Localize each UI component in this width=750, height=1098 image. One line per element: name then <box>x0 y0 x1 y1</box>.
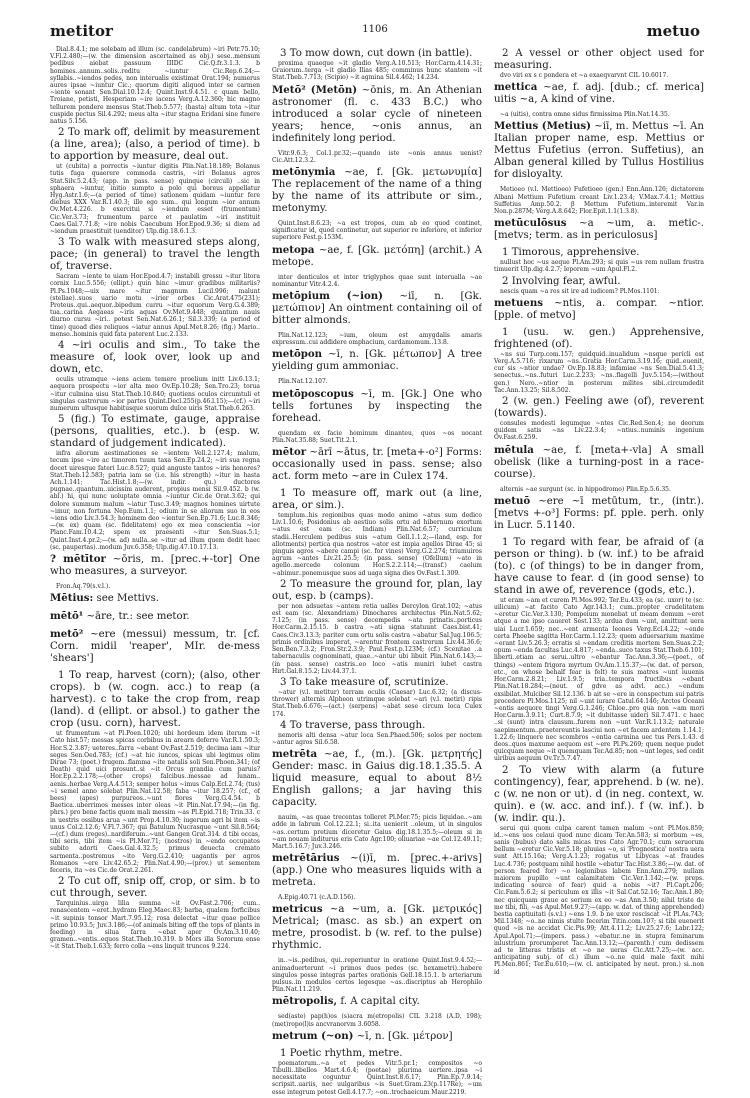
sense-definition: 1 Poetic rhythm, metre. <box>280 1047 403 1059</box>
left-running-headword: metitor <box>50 22 113 40</box>
citation-block: Tarquinius..uirga lilia summa ~it Ov.Fast.2.706; cum.. renascentem ~eret..hydram Eleg.Maec.83; barba, qualem forficibus ~it supinis tonsor Mart.7.95.12; rosa delectat ~itur quae pollice primo 10.93.5; Juv.3.186;—(of animals biting off the tops of plants in feeding) in silua farra ~ebat aper Ov.Am.3.10.40; gramen..~entis..equos Stat.Theb.10.319. b Mors illa Sororum ense ~it Stat.Theb.1.633; ferro colla ~ens linquit truncos 9.224. <box>50 900 260 951</box>
headword: metōposcopus <box>272 387 354 400</box>
headword: metrēta <box>272 748 318 761</box>
entry-definition: ~ntis, a. compar. ~ntior. [pple. of metvo] <box>494 297 704 321</box>
sense-definition: 1 (usu. w. gen.) Apprehensive, frightened (of). <box>494 326 704 350</box>
entry-definition: ~ī, n. [Gk. μέτωπον] A tree yielding gum ammoniac. <box>272 349 482 373</box>
column-left <box>50 46 260 1098</box>
entry-definition: ~ae, f. adj. [dub.; cf. merica] uitis ~a, A kind of vine. <box>494 82 704 106</box>
headword: ? mētītor <box>50 552 106 565</box>
citation-block: Plin.Nat.12.123; ~ium, oleum est amygdalis amaris expressum..cui addidere omphacium, cardamomum..13.8. <box>272 332 482 347</box>
sense-definition: 2 (w. gen.) Feeling awe (of), reverent (towards). <box>494 396 704 420</box>
citation-block: Vitr.9.6.3; Col.1.pr.32;—quando iste ~onis annus uenist? Cic.Att.12.3.2. <box>272 149 482 164</box>
headword: mettica <box>494 81 538 94</box>
citation-block: Fron.Aq.79(s.v.l.). <box>56 582 111 590</box>
sense-definition: 2 Involving fear, awful. <box>502 275 621 287</box>
citation-block: A.Epig.40.71 (c.A.D.156). <box>278 894 356 902</box>
entry-definition: ~ī, n. [Gk. μέτρον] <box>353 1030 453 1042</box>
citation-block: ~ns sui Turp.com.157; quidquid..inualidum ~nsque pericli est Verg.A.5.716; rixarum ~ns..Gratia Hor.Carm.3.19.16; quid..euenit, cur sis ~ntior undae? Ov.Ep.18.83; infamiae ~ns Sen.Dial.5.41.3; senectus..~ns..futuri Luc.2.233; ~ns..flagelli Juv.5.154;—(without gen.) Nero..~ntior in posterum milites sibi..circumdedit Tac.Ann.13.25; Sil.8.502. <box>494 350 704 394</box>
citation-block: ut frumentum ~at Pl.Poen.1020; ubi hordeum idem iterum ~it Cato hist.57; messas spicas corbibus in arearn deferre Var.R.1.50.3; Hor.S.2.3.87; ueteres..farra ~ebant Ov.Fast.2.519; decima iam ~itur seges Sen.Oed.783; (cf.) ~at hic iuncos, spicas ubi legimus olim Dirae 73; (poet.) frugem..flamma ~ite natalis soli Sen.Phoen.341; (of Death) quid uici prosunt..si ~it Orcus grandia cum paruis? Hor.Ep.2.2.178;—(other crops) falcibus..messae ad lunam.. aenis..herbae Verg.A.4.513; semper holus ~imus Calp.Ecl.2.74; (tus) ~i semel anno solebat Plin.Nat.12.58; faba ~itur 18.257; (cf., of bees) (apes) purpureos..~unt flores Verg.G.4.54. b Baetica..uberrimos messes inter oleas ~it Plin.Nat.17.94;—(in fig. phrs.) pro bene factis quom mali messim ~as Pl.Epid.718; Trin.33. c in uestris ossibus arua ~unt Prop.4.10.30; iugerum agri bi item ~is unus Col.2.12.6; V.Fl.7.367; qui Batulum Nucrasque ~unt Sil.8.564;—(cf.) dum (reges)..nardiferum..~unt Gangen Grat.314. d tibi occas, tibi seris, tibi item ~is Pl.Mer.71; (nostros) in ~endo occupatos subito adorti Caes.Gal.4.32.5; primus deuecta cremato sarmenta..postremus ~ito Verg.G.2.410; uagantis per agros Romanos ~ere Liv.42.65.2; Plin.Nat.4.90;—(prov.) ut sementem feceris, ita ~es Cic.de Orat.2.261. <box>50 730 260 875</box>
dictionary-entry-lemma <box>272 903 482 952</box>
headword: Mētius: <box>50 592 94 605</box>
entry-definition: see Mettivs. <box>93 593 160 605</box>
headword: mētula <box>494 443 534 456</box>
headword: metrum (~on) <box>272 1029 354 1042</box>
dictionary-entry-lemma <box>272 446 482 483</box>
sense-definition: 2 To measure the ground for, plan, lay out, esp. b (camps). <box>272 578 482 602</box>
entry-definition: ~āre, tr.: see metor. <box>83 611 190 623</box>
dictionary-entry-lemma <box>272 1030 482 1043</box>
sense-definition: 4 ~iri oculis and sim., To take the measure of, look over, look up and down, etc. <box>50 340 260 376</box>
dictionary-entry-lemma <box>50 553 260 578</box>
citation-block: consules modesti legumque ~ntes Cic.Red.Sen.4; ne deorum quidem satis ~ns Liv.22.3.4; ~ntius..numinis ingenium Ov.Fast.6.259. <box>494 420 704 442</box>
citation-block: poematorum..~a et pedes Vitr.5.pr.1; compositos ~o Tibulli..libellos Mart.4.6.4; (poetae) plurima uertere..ipsa ~i necessitate coguntur Quint.Inst.8.6.17; Plin.Ep.7.9.14; scripsit..uariis, nec uulgaribus ~is Suet.Gram.23(p.117Re); ~um esse integrum potest Gell.4.17.7; ~on..trochaeicum Maur.2219. <box>272 1059 482 1096</box>
headword: metricus <box>272 903 323 916</box>
entry-definition: ~a ~um, a. metic-. [metvs; term. as in periculosus] <box>494 218 704 242</box>
dictionary-entry-lemma <box>50 592 260 605</box>
dictionary-entry-lemma <box>494 297 704 322</box>
citation-block: Plin.Nat.12.107. <box>278 378 328 386</box>
headword: metopa <box>272 243 315 256</box>
citation-block: nullust hoc ~us aeque Pl.Am.293; si quis ~us rem nullam frustra timuerit Ulp.dig.4.2.7; leporem ~um Apul.Fl.2. <box>494 259 704 274</box>
citation-block: proxima quaeque ~it gladio Verg.A.10.513; Hor.Carm.4.14.31; Graiorum..terga ~it gladio Ilias 485; comminus hunc stantem ~it Stat.Theb.7.713; (Scipio) ~it agmina Sil.4.462; 14.234. <box>272 60 482 82</box>
sense-definition: 2 To mark off, delimit by measurement (a line, area); (also, a period of time). b to apportion by measure, deal out. <box>50 127 260 163</box>
citation-block: serui qui quom culpa carent tamen malum ~ont Pl.Mos.859; id..~ens uos celaui quod nunc dicam Ter.An.583; si morbum ~es, sanis (bubus) dato salis micas tres Cato Agr.70.1; cum seruorum bellum ~eretur Cic.Ver.5.18; pluuias ~o, si 'Prognostica' nostra uera sunt Att.15.16a; Verg.A.1.23; rogatus ut Libycas ~at fraudes Luc.4.736; postquam nihil hostile ~ebatur Tac.Hist.3.86;—(w. dat. of person feared for) ~o legionibus labem Enn.Ann.279; nullam maiorem pupillo ~unt calamitatem Cic.Ver.1.142;—(w. preps. indicating source of fear) quid a nobis ~it? Pl.Capt.206; Cic.Fam.5.6.2; si periculum ex illis ~it Sal.Cat.52.16; Tac.Ann.1.80; nec quicquam graue ac serium ex eo ~as Ann.3.50; nihil triste de me tibi, fili, ~as Apul.Met.9.27;—(app. w. dat. of thing apprehended) bestia captiuitati (s.v.l.) ~ens 1.9. b ne uxor resciscat ~it Pl.As.743; Mil.1348; ~o..ne nimis stulte fecerim Titin.com.107; si tibi euenerit quod ~is ne accidat Cic.Pis.99; Att.4.11.2; Liv.25.27.6; Labr.122; Apul.Apol.71;—(impers. pass.) ~ebatur..ne in stupra feminarum inlustrium prorumperet Tac.Ann.13.12;—(parenth.) cum dedissem ad te litteras tristis et ~o ne ueras Cic.Att.7.25;—(w. acc. anticipating subj. of cl.) illum ~o..ne quid male faxit mihi Pl.Men.861; Ter.Eu.610;—(w. cl. anticipated by neut. pron.) si..non id <box>494 824 704 976</box>
entry-definition: ~ae, f. [Gk. μετόπη] (archit.) A metope. <box>272 244 482 268</box>
dictionary-entry-lemma <box>272 166 482 215</box>
citation-block: nescis quam ~a res sit ire ad iudicem? Pl.Mos.1101. <box>500 287 660 295</box>
citation-block: Sacram ~iente te uiam Hor.Epod.4.7; instabili gressu ~itur litora cornix Luc.5.556; (ellipt.) quin hinc ~imur gradibus militariis? Pl.Ps.1048;—uix mare ~itur magnum Lucil.996; malunt (stellae)..suos uario motu ~irier orbes Cic.Arat.475(231); Proteus..qui..aequor..bipedum curru ~itur equorum Verg.G.4.389; tua..carina Aegaeas ~iris aquas Ov.Met.9.448; quantum nauis diurno cursu ~iri.. potest Sen.Nat.6.26.1; Sil.3.339; (a period of time) quoad dies reliquos ~iatur annus Apul.Met.8.26; (fig.) Mario.. menso..hominis quid fata paterent Luc.2.133. <box>50 273 260 338</box>
text-columns <box>50 46 705 1098</box>
citation-block: Quint.Inst.8.6.23; ~a est tropos, cum ab eo quod continet, significatur id, quod continetur, aut superior re inferiore, et inferior superiore Fest.p.153M. <box>272 220 482 242</box>
entry-definition: ~ere (messui) messum, tr. [cf. Corn. midil 'reaper', MIr. de-mess 'shears'] <box>50 629 260 665</box>
entry-definition: f. A capital city. <box>337 996 420 1008</box>
citation-block: alternis ~ae surgunt (sc. in hippodromo) Plin.Ep.5.6.35. <box>500 485 671 493</box>
sense-definition: 2 To view with alarm (a future contingency), fear, apprehend. b (w. ne). c (w. ne non or ut). d (in neg. context, w. quin). e (w. acc. and inf.). f (w. inf.). b (w. indir. qu.). <box>494 764 704 824</box>
citation-block: inter denticulos et inter triglyphos quae sunt interualla ~ae nominantur Vitr.4.2.4. <box>272 273 482 288</box>
citation-block: nauim, ~as quae trecentas tolleret Pl.Mer.75; picis liquidae..~am adde in labrum Col.12.22.1; si..ita uenierit ..oleum, ut in singulos ~as..certum pretium diceretur Gaius dig.18.1.35.5;—oleum si in ~am nouam inditurus eris Cato Agr.100; oliuariae ~ae Col.12.49.11; Mart.5.16.7; Juv.3.246. <box>272 814 482 850</box>
dictionary-entry-lemma <box>272 84 482 145</box>
citation-block: quendam ex facie hominum dinanteu, quos ~os uocant Plin.Nat.35.88; Suet.Tit.2.1. <box>272 429 482 444</box>
sense-definition: 3 To take measure of, scrutinize. <box>280 676 449 688</box>
dictionary-entry-lemma <box>272 748 482 809</box>
entry-definition: ~iī, n. [Gk. μετώπιον] An ointment containing oil of bitter almonds. <box>272 291 482 327</box>
headword: Metō² (Metōn) <box>272 83 358 96</box>
entry-definition: ~ōris, m. [prec.+-tor] One who measures, a surveyor. <box>50 553 260 577</box>
entry-definition: ~ōnis, m. An Athenian astronomer (fl. c. 433 B.C.) who introduced a solar cycle of nineteen years; hence, ~onis annus, an indefinitely long period. <box>272 84 482 144</box>
headword: metuō <box>494 494 531 507</box>
dictionary-entry-lemma <box>494 120 704 181</box>
dictionary-entry-lemma <box>494 81 704 106</box>
page-header <box>50 22 700 42</box>
entry-definition: ~iī, m. Mettus ~ī. An Italian proper name, esp. Mettius or Mettus Fufetius (erron. Suffetius), an Alban general killed by Tullus Hostilius for disloyalty. <box>494 121 704 181</box>
entry-definition: ~ārī ~ātus, tr. [meta+-o²] Forms: occasionally used in pass. sense; also act. form meto ~are in Culex 174. <box>272 447 482 483</box>
headword: metōnymia <box>272 166 336 179</box>
entry-definition: ~ī, m. [Gk.] One who tells fortunes by inspecting the forehead. <box>272 388 482 424</box>
headword: metōpon <box>272 348 323 361</box>
dictionary-entry-lemma <box>494 217 704 242</box>
sense-definition: 3 To mow down, cut down (in battle). <box>280 48 473 59</box>
sense-definition: 4 To traverse, pass through. <box>280 719 426 731</box>
headword: mētropolis, <box>272 995 338 1008</box>
sense-definition: 3 To walk with measured steps along, pace; (in general) to travel the length of, traverse. <box>50 237 260 273</box>
headword: mētor <box>272 446 307 459</box>
headword: metūculōsus <box>494 217 567 230</box>
sense-definition: 5 (fig.) To estimate, gauge, appraise (persons, qualities, etc.). b (esp. w. standard of judgement indicated). <box>50 414 260 450</box>
sense-definition: 2 To cut off, snip off, crop, or sim. b to cut through, sever. <box>50 876 260 900</box>
citation-block: ut (cubita) a porrectis ~iuntur digitis Plin.Nat.18.189; Bolanus tutis fuga quaerere commoda castris, ~iri Bolanus agros Stat.Silv.5.2.43; (app. in pass. sense) quinque (circuli) ..sic in sphaera ~iuntur, initio sumpto a polo qui boreus appellatur Hyg.Astr.1.6;—(a period of time) sationem quidam ~iuntur fere diebus XXX Var.R.1.40.3; ille ego sum.. qui longum ~ior annum Ov.Met.4.226. b exercitui si ~iendum esset (frumentum) Cic.Ver.3.73; frumentum parce et paulatim ~iri instituit Caes.Gal.7.71.8; ~ire nobis Caecubum Hor.Epod.9.36; si diem ad ~iendum praestituit (uenditor) Ulp.dig.18.6.1.3. <box>50 163 260 236</box>
dictionary-entry-lemma <box>272 388 482 425</box>
entry-definition: ~(i)ī, m. [prec.+-arivs] (app.) One who measures liquids with a metreta. <box>272 853 482 889</box>
column-middle <box>272 46 482 1098</box>
page-number: 1106 <box>362 24 388 35</box>
citation-block: nemoris alti densa ~atur loca Sen.Phaed.506; solos per noctem ~antur agros Sil.6.58. <box>272 731 482 746</box>
citation-block: per non adsuetas ~antem retia ualles Dercylon Grat.102; ~atus est eam (sc. Alexandriam) Dinochares architectus Plin.Nat.5.62; 7.125; (in pass. sense) decempedis ~ata prinatis..porticus Hor.Carm.2.15.15. b castra ~ati signa statuunt Caes.bist.41; Caes.Civ.3.13.3; pariter cum ortu solis castra ~abatur Sal.Jug.106.5; primis ordinibus imperat, ~arentur frontem castrorum Liv.44.36.6; Sen.Ben.7.3.2; Fron.Str.2.3.9; Paul.Fest.p.123M; (cf.) Scenitae ..a tabernaculis cognominati, quae..~antur ubi libuit Plin.Nat.6.143;—(in pass. sense) castris..eo loco ~atis muniri iubet castra Hirt.Gal.8.15.2; Liv.44.37.1. <box>272 602 482 675</box>
citation-block: ~a (uitis), contra omne sidus firmissima Plin.Nat.14.35. <box>500 111 670 119</box>
right-running-headword: metuo <box>646 22 700 40</box>
sense-definition: 1 Timorous, apprehensive. <box>502 247 640 259</box>
headword: metōpium (~ion) <box>272 290 383 303</box>
citation-block: in..~is..pedibus, qui..reperiuntur in oratione Quint.Inst.9.4.52;—animaduerterunt ~i primos duos pedes (sc. hexametri)..habere singulos posse integras partes orationis Gell.18.15.1. b arteriarum pulsus..in modulos certos legesque ~as..discriptus ab Herophilo Plin.Nat.11.219. <box>272 957 482 994</box>
dictionary-entry-lemma <box>494 495 704 532</box>
dictionary-entry-lemma <box>272 290 482 327</box>
sense-definition: 1 To measure off, mark out (a line, area, or sim.). <box>272 488 482 512</box>
dictionary-entry-lemma <box>272 348 482 373</box>
headword: Mettius (Metius) <box>494 120 591 133</box>
citation-block: ut eram ~am et curem Pl.Mos.992; Ter.Eu.433; ea (sc. uxor) te (sc. uilicum) ~at facito Cato Agr.143.1; cum..propter crudelitatem ~eretur Cic.Ver.3.130; Pompeium monebat ut meam domum ~eret atque a me ipso caueret Sest.133; ardua dum ~unt, amittunt uera uiai Lucr.1.659; nec..~ent armenta leones Verg.Ecl.4.22; ~ende certa Phoebe sagitta Hor.Carm.1.12.23; quem aduersarium maxime ~erant Liv.5.26.3; erratis si ~endam creditis mortem Sen.Suas.2.2; opum ~enda facultas Luc.4.817; ~enda..suco taxus Stat.Theb.6.101; liberti..etiam ac serui..ultro ~ebantur Tac.Ann.3.36;—(poet., of things) ~entem frigora myrtum Ov.Am.1.15.37;—(w. dat. of person, etc., on whose behalf fear is felt) te suis matres ~unt iuuenis Hor.Carm.2.8.21; Liv.1.9.5; tria..tempora fructibus ~ebant Plin.Nat.18.284;—(neut. of gdve as advl. acc.) ~endum exsibilat..Mulciber Sil.12.136. b ait se ~ere in conspectum sui patris procedere Pl.Mos.1125; nil ~unt iurare Catul.64.146; Arctos Oceani ~entis aequore tingi Verg.G.1.246; Chloe..pro qua non ~am mori Hor.Carm.3.9.11; Curt.8.7.9; ~it dubitasse uideri Sil.7.471. c haec ..si (sunt) intra clausum..furem non ~unt Var.R.1.13.2; naturale saepimentum..praetereuntis lasciui non ~et facem ardentem 1.14.1; 1.22.6; linquere nec scombros ~entia carmina uec tus Pers.1.43. d deos..quos maxume aequom est ~ere Pl.Ps.269; quem neque pudet quicquam neque ~it quemquam Ter.Ad.85; non ~unt leges, sed cedit uiribus aequum Ov.Tr.5.7.47. <box>494 596 704 763</box>
citation-block: oculis utramque ~iens aciem temere proelium initt Liv.6.13.1; aequora prospectu ~ior alta meo Ov.Ep.10.28; Sen.Tro.23; torua ~itur culmina uisu Stat.Theb.10.840; quotiens oculos circumtuli et singulas castrorum ~ior partes Quint.Decl.255(p.46.l.15);—(cf.) ~iri numerum ultusque habitusque suorum dulce uiris Stat.Theb.6.263. <box>50 376 260 412</box>
citation-block: infra aliorum aestimationes se ~ientem Vell.2.127.4; malum, tecum ipse ~ire ac timorem tuum taxa Sen.Ep.24.2; ~iri sua regna docet uiresque fateri Luc.8.527; quid anguste tantos ~iris honores? Stat.Theb.12.583; patria iam se (i.e. his strength) ~itur in hasta Ach.1.141; Tac.Hist.1.8;—(w. indir. qu.) ductores pugnae..quantum..uicissim auderent, propius mensi Sil.9.452. b (w. abl.) hi, qui nunc uoluptate omnia ~iuntur Cic.de Orat.3.62; qui dolore summum malum ~iatur Tusc.3.49; magnos homines uirtute ~imur, non fortuna Nep.Eum.1.1; odium in se aliorum suo in eos ~iens odio Liv.3.54.3; hominem deo ~ientur Sen.Ep.71.6; Luc.8.346;—(w. ex) quam (sc. fidelitatem) ego ex mea conscientia ~ior Planc.Fam.10.4.2; spem ex praesenti ~itur Sen.Suas.5.1; Quint.Inst.4.pr.2;—(w. ad) nulla..se ~itur ad illum quem dedit haec (sc. paupertas)..modum Juv.6.358; Ulp.dig.47.10.17.13. <box>50 450 260 551</box>
headword: metrētārius <box>272 852 340 865</box>
entry-definition: ~ere ~ī metūtum, tr., (intr.). [metvs +-o³] Forms: pf. pple. perh. only in Lucr. 5.1140. <box>494 495 704 531</box>
dictionary-entry-lemma <box>494 444 704 481</box>
entry-definition: ~ae, f., (m.). [Gk. μετρητής] Gender: masc. in Gaius dig.18.1.35.5. A liquid measure, equal to about 8½ English gallons; a jar having this capacity. <box>272 749 482 809</box>
entry-definition: ~ae, f. [meta+-vla] A small obelisk (like a turning-post in a race-course). <box>494 444 704 480</box>
sense-definition: 1 To regard with fear, be afraid of (a person or thing). b (w. inf.) to be afraid (to). c (of things) to be in danger from, have cause to fear. d (in good sense) to stand in awe of, reverence (gods, etc.). <box>494 536 704 596</box>
dictionary-entry-lemma <box>50 628 260 665</box>
citation-block: Dial.8.4.1; me solebam ad illum (sc. candelabrum) ~iri Petr.75.10; V.Fl.2.480;—(w. the dimension ascertained as obj.) sese..mensum pedibus aiebat passuum IIIDC Cic.Q.fr.3.1.3. b homines..annum..solis..reditu ~iuntur Cic.Rep.6.24;—syllabis..~iendos pedes, non interualis existimat Orat.194; numerus aures ipsae ~iuntur Cic.; quorum digiti aliquod inter se carmen ~iente sonant Sen.Dial.10.12.4; Quint.Inst.9.4.51. c quam bello, Troiane, petisti, Hesperiam ~ire iacens Verg.A.12.360; hic magno tellurem pondere mensus Stat.Theb.5.577; (hasta) altum tota ~itur cuspide pectus Sil.4.292; meus alta ~itur stagna Eridani sine funere natus 5.156. <box>50 46 260 126</box>
citation-block: dvo viri ex s c pondera et ~a exaeqvarvnt CIL 10.6017. <box>500 72 669 79</box>
entry-definition: ~a ~um, a. [Gk. μετρικός] Metrical; (masc. as sb.) an expert on metre, prosodist. b (w. ref. to the pulse) rhythmic. <box>272 904 482 952</box>
dictionary-entry-lemma <box>50 610 260 623</box>
dictionary-entry-lemma <box>272 244 482 269</box>
entry-definition: ~ae, f. [Gk. μετωνυμία] The replacement of the name of a thing by the name of its attribute or sim., metonymy. <box>272 167 482 215</box>
headword: mētō¹ <box>50 610 84 623</box>
citation-block: ~atur (v.l. metitur) terram oculis (Caesar) Luc.6.32; (a discus-thrower) alternis Alpheon utrimque solebat ~ari (v.l. metiri) ripis Stat.Theb.6.676;—(act.) (serpens) ~abat sese circum loca Culex 174. <box>272 688 482 718</box>
headword: metuens <box>494 296 543 309</box>
citation-block: templum..his regionibus quas modo animo ~atus sum dedico Liv.1.10.6; Posidonius ab aestiuo solis ortu ad hibernum exortum ~atus est eam (sc. Indiam) Plin.Nat.6.57; curriculum stadii..Herculem pedibus suis ~atum Gell.1.1.2;—(land, esp. for allotments) pertica qua nostros ~ator est impia agellos Dirae 45; si pinguis agros ~abere campi (sc. for vines) Verg.G.2.274; triumuiros agrum ~antes Liv.21.25.5; (in pass. sense) (Ofellum) ~ato in agello..mercede colonum Hor.S.2.2.114;—(transf.) caelum ~abimur..ponemusque suos ad uaga signa dies Ov.Fast.1.309. <box>272 512 482 577</box>
sense-definition: 2 A vessel or other object used for measuring. <box>494 48 704 71</box>
column-right <box>494 46 704 1098</box>
dictionary-entry-lemma <box>272 995 482 1008</box>
citation-block: sed(aste) pap(h)os (s)acra m(etropolis) CIL 3.218 (A.D. 198); (met)ropo(l)is ancvranorvm 3.6058. <box>272 1013 482 1028</box>
dictionary-entry-lemma <box>272 852 482 889</box>
sense-definition: 1 To reap, harvest (corn); (also, other crops). b (w. cogn. acc.) to reap (a harvest). c to take the crop from, reap (land). d (ellipt. or absol.) to gather the crop (usu. corn), harvest. <box>50 670 260 730</box>
citation-block: Metioeo (v.l. Mettioeo) Fufetioeo (gen.) Enn.Ann.126; dictatorem Albani Mettium Fufetium creant Liv.1.23.4; V.Max.7.4.1; Mettius Suffetius Amp.50.2. β Mettum Fufetium..interemit Var.in Non.p.287M; Verg.A.8.642; Flor.Epit.1.1(1.3.8). <box>494 186 704 216</box>
headword: metō² <box>50 628 84 641</box>
